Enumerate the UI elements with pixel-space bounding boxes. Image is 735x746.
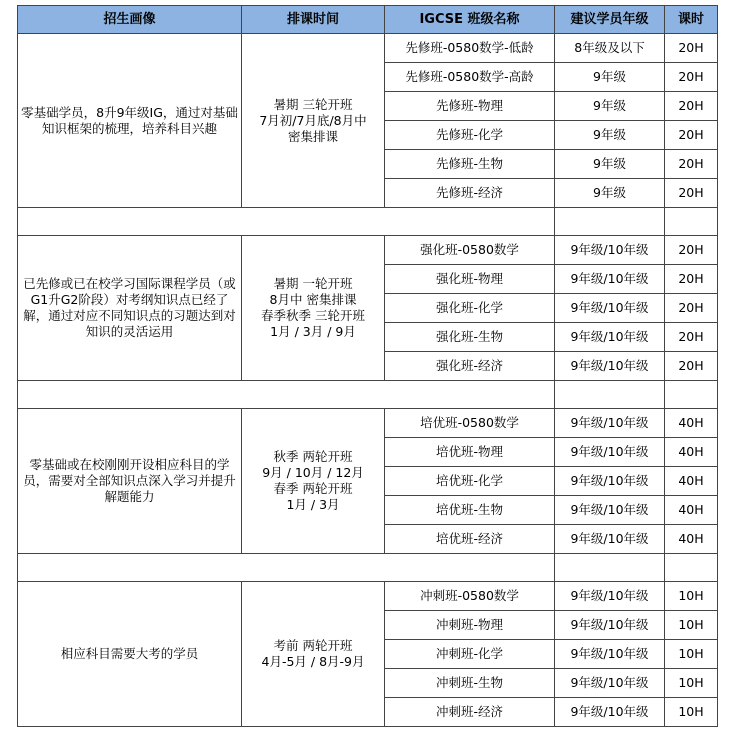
- hours-cell: 20H: [665, 236, 718, 265]
- course-name-cell: 先修班-0580数学-低龄: [385, 34, 555, 63]
- spacer-cell: [665, 381, 718, 409]
- grade-cell: 9年级/10年级: [555, 438, 665, 467]
- table-header: [18, 6, 718, 34]
- spacer-cell: [555, 554, 665, 582]
- grade-cell: 9年级: [555, 179, 665, 208]
- course-name-cell: 冲刺班-0580数学: [385, 582, 555, 611]
- course-name-cell: 培优班-0580数学: [385, 409, 555, 438]
- spacer-cell: [555, 208, 665, 236]
- grade-cell: 9年级/10年级: [555, 236, 665, 265]
- course-name-cell: 冲刺班-化学: [385, 640, 555, 669]
- hours-cell: 40H: [665, 496, 718, 525]
- hours-cell: 40H: [665, 525, 718, 554]
- grade-cell: 9年级/10年级: [555, 323, 665, 352]
- hours-cell: 20H: [665, 294, 718, 323]
- hours-cell: 20H: [665, 63, 718, 92]
- hours-cell: 20H: [665, 150, 718, 179]
- course-name-cell: 先修班-物理: [385, 92, 555, 121]
- table-row: [18, 582, 718, 611]
- course-name-cell: 冲刺班-生物: [385, 669, 555, 698]
- grade-cell: 9年级/10年级: [555, 611, 665, 640]
- grade-cell: 9年级/10年级: [555, 294, 665, 323]
- spacer-cell: [18, 381, 555, 409]
- hours-cell: 20H: [665, 323, 718, 352]
- hours-cell: 40H: [665, 409, 718, 438]
- grade-cell: 9年级: [555, 92, 665, 121]
- course-name-cell: 强化班-生物: [385, 323, 555, 352]
- course-name-cell: 先修班-0580数学-高龄: [385, 63, 555, 92]
- grade-cell: 9年级/10年级: [555, 669, 665, 698]
- grade-cell: 9年级/10年级: [555, 582, 665, 611]
- grade-cell: 9年级/10年级: [555, 698, 665, 727]
- schedule-cell: 暑期 一轮开班 8月中 密集排课 春季秋季 三轮开班 1月 / 3月 / 9月: [242, 236, 385, 381]
- hours-cell: 20H: [665, 34, 718, 63]
- header-course-name: IGCSE 班级名称: [385, 6, 555, 34]
- hours-cell: 20H: [665, 179, 718, 208]
- course-name-cell: 培优班-经济: [385, 525, 555, 554]
- hours-cell: 10H: [665, 698, 718, 727]
- grade-cell: 9年级/10年级: [555, 265, 665, 294]
- header-hours: 课时: [665, 6, 718, 34]
- schedule-cell: 秋季 两轮开班 9月 / 10月 / 12月 春季 两轮开班 1月 / 3月: [242, 409, 385, 554]
- schedule-cell: 暑期 三轮开班 7月初/7月底/8月中 密集排课: [242, 34, 385, 208]
- grade-cell: 9年级/10年级: [555, 640, 665, 669]
- grade-cell: 9年级: [555, 63, 665, 92]
- grade-cell: 9年级/10年级: [555, 352, 665, 381]
- spacer-row: [18, 554, 718, 582]
- hours-cell: 40H: [665, 467, 718, 496]
- course-name-cell: 先修班-生物: [385, 150, 555, 179]
- table-row: [18, 34, 718, 63]
- course-name-cell: 强化班-0580数学: [385, 236, 555, 265]
- course-table: [17, 5, 718, 727]
- grade-cell: 9年级/10年级: [555, 409, 665, 438]
- spacer-cell: [555, 381, 665, 409]
- header-row: [18, 6, 718, 34]
- hours-cell: 20H: [665, 352, 718, 381]
- student-profile-cell: 零基础学员，8升9年级IG，通过对基础知识框架的梳理，培养科目兴趣: [18, 34, 242, 208]
- spacer-row: [18, 381, 718, 409]
- header-grade: 建议学员年级: [555, 6, 665, 34]
- table-row: [18, 409, 718, 438]
- hours-cell: 20H: [665, 265, 718, 294]
- grade-cell: 9年级: [555, 121, 665, 150]
- schedule-cell: 考前 两轮开班 4月-5月 / 8月-9月: [242, 582, 385, 727]
- hours-cell: 40H: [665, 438, 718, 467]
- header-schedule: 排课时间: [242, 6, 385, 34]
- spacer-cell: [18, 554, 555, 582]
- grade-cell: 8年级及以下: [555, 34, 665, 63]
- grade-cell: 9年级: [555, 150, 665, 179]
- table-body: [18, 34, 718, 727]
- header-profile: 招生画像: [18, 6, 242, 34]
- course-name-cell: 培优班-化学: [385, 467, 555, 496]
- hours-cell: 10H: [665, 611, 718, 640]
- spacer-row: [18, 208, 718, 236]
- course-name-cell: 培优班-物理: [385, 438, 555, 467]
- course-name-cell: 先修班-化学: [385, 121, 555, 150]
- hours-cell: 10H: [665, 640, 718, 669]
- course-name-cell: 强化班-物理: [385, 265, 555, 294]
- hours-cell: 10H: [665, 582, 718, 611]
- grade-cell: 9年级/10年级: [555, 496, 665, 525]
- course-name-cell: 先修班-经济: [385, 179, 555, 208]
- hours-cell: 20H: [665, 121, 718, 150]
- course-name-cell: 强化班-化学: [385, 294, 555, 323]
- student-profile-cell: 零基础或在校刚刚开设相应科目的学员，需要对全部知识点深入学习并提升解题能力: [18, 409, 242, 554]
- course-name-cell: 冲刺班-物理: [385, 611, 555, 640]
- course-name-cell: 冲刺班-经济: [385, 698, 555, 727]
- course-name-cell: 强化班-经济: [385, 352, 555, 381]
- grade-cell: 9年级/10年级: [555, 525, 665, 554]
- student-profile-cell: 已先修或已在校学习国际课程学员（或G1升G2阶段）对考纲知识点已经了解，通过对应不同知识点的习题达到对知识的灵活运用: [18, 236, 242, 381]
- spacer-cell: [665, 554, 718, 582]
- spacer-cell: [18, 208, 555, 236]
- table-row: [18, 236, 718, 265]
- spacer-cell: [665, 208, 718, 236]
- hours-cell: 10H: [665, 669, 718, 698]
- hours-cell: 20H: [665, 92, 718, 121]
- course-name-cell: 培优班-生物: [385, 496, 555, 525]
- student-profile-cell: 相应科目需要大考的学员: [18, 582, 242, 727]
- grade-cell: 9年级/10年级: [555, 467, 665, 496]
